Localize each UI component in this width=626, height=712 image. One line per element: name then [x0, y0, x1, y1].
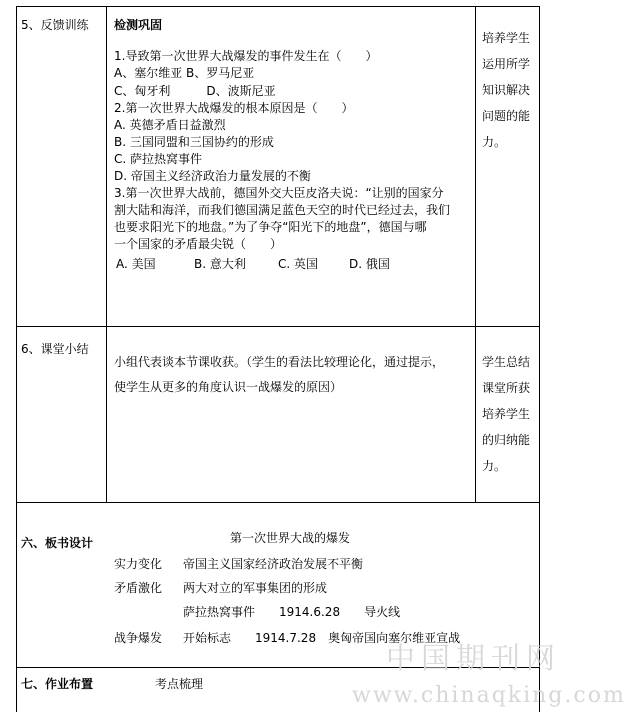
- table-top-border: [16, 6, 540, 7]
- question-line: 也要求阳光下的地盘。”为了争夺“阳光下的地盘”，德国与哪: [114, 220, 427, 234]
- row-divider-2: [16, 502, 540, 503]
- board-row-text: 萨拉热窝事件 1914.6.28 导火线: [183, 605, 401, 619]
- question-line: A. 英德矛盾日益激烈: [114, 118, 226, 132]
- purpose-line: 知识解决: [482, 83, 531, 97]
- board-row-key: 战争爆发: [114, 631, 163, 645]
- answer-option: B. 意大利: [194, 257, 246, 271]
- watermark-url: www.chinaqking.com: [352, 683, 626, 708]
- purpose-line: 学生总结: [482, 355, 531, 369]
- column-divider-purpose: [475, 6, 476, 502]
- question-line: B. 三国同盟和三国协约的形成: [114, 135, 274, 149]
- board-row-text: 两大对立的军事集团的形成: [183, 581, 328, 595]
- purpose-line: 的归纳能: [482, 433, 531, 447]
- summary-line: 使学生从更多的角度认识一战爆发的原因）: [114, 380, 343, 394]
- board-row-text: 开始标志 1914.7.28 奥匈帝国向塞尔维亚宣战: [183, 631, 461, 645]
- board-title: 第一次世界大战的爆发: [230, 531, 351, 545]
- row-divider-1: [16, 326, 540, 327]
- question-line: 割大陆和海洋，而我们德国满足蓝色天空的时代已经过去，我们: [114, 203, 451, 217]
- purpose-line: 力。: [482, 135, 507, 149]
- watermark-chinese: 中国期刊网: [386, 641, 562, 675]
- purpose-line: 运用所学: [482, 57, 531, 71]
- table-left-border: [16, 6, 17, 712]
- purpose-line: 课堂所获: [482, 381, 531, 395]
- question-line: 3.第一次世界大战前，德国外交大臣皮洛夫说：“让别的国家分: [114, 186, 444, 200]
- board-row-key: 矛盾激化: [114, 581, 163, 595]
- board-row-key: 实力变化: [114, 557, 163, 571]
- summary-line: 小组代表谈本节课收获。（学生的看法比较理论化，通过提示，: [114, 355, 445, 369]
- purpose-line: 培养学生: [482, 407, 531, 421]
- question-line: C. 萨拉热窝事件: [114, 152, 203, 166]
- board-row-text: 帝国主义国家经济政治发展不平衡: [183, 557, 364, 571]
- question-line: 1.导致第一次世界大战爆发的事件发生在（ ）: [114, 49, 378, 63]
- question-line: 一个国家的矛盾最尖锐（ ）: [114, 237, 283, 251]
- table-right-border: [539, 6, 540, 712]
- answer-option: D. 俄国: [349, 257, 390, 271]
- feedback-heading: 检测巩固: [114, 18, 163, 32]
- answer-option: C. 英国: [278, 257, 319, 271]
- question-line: 2.第一次世界大战爆发的根本原因是（ ）: [114, 101, 354, 115]
- purpose-line: 力。: [482, 459, 507, 473]
- homework-value: 考点梳理: [155, 677, 204, 691]
- homework-label: 七、作业布置: [21, 677, 94, 691]
- question-line: D. 帝国主义经济政治力量发展的不衡: [114, 169, 311, 183]
- answer-option: A. 美国: [116, 257, 156, 271]
- feedback-label: 5、反馈训练: [21, 18, 89, 32]
- purpose-line: 问题的能: [482, 109, 531, 123]
- question-line: C、匈牙利 D、波斯尼亚: [114, 84, 276, 98]
- board-label: 六、板书设计: [21, 536, 94, 550]
- summary-label: 6、课堂小结: [21, 342, 89, 356]
- purpose-line: 培养学生: [482, 31, 531, 45]
- column-divider-label: [106, 6, 107, 502]
- question-line: A、塞尔维亚 B、罗马尼亚: [114, 66, 255, 80]
